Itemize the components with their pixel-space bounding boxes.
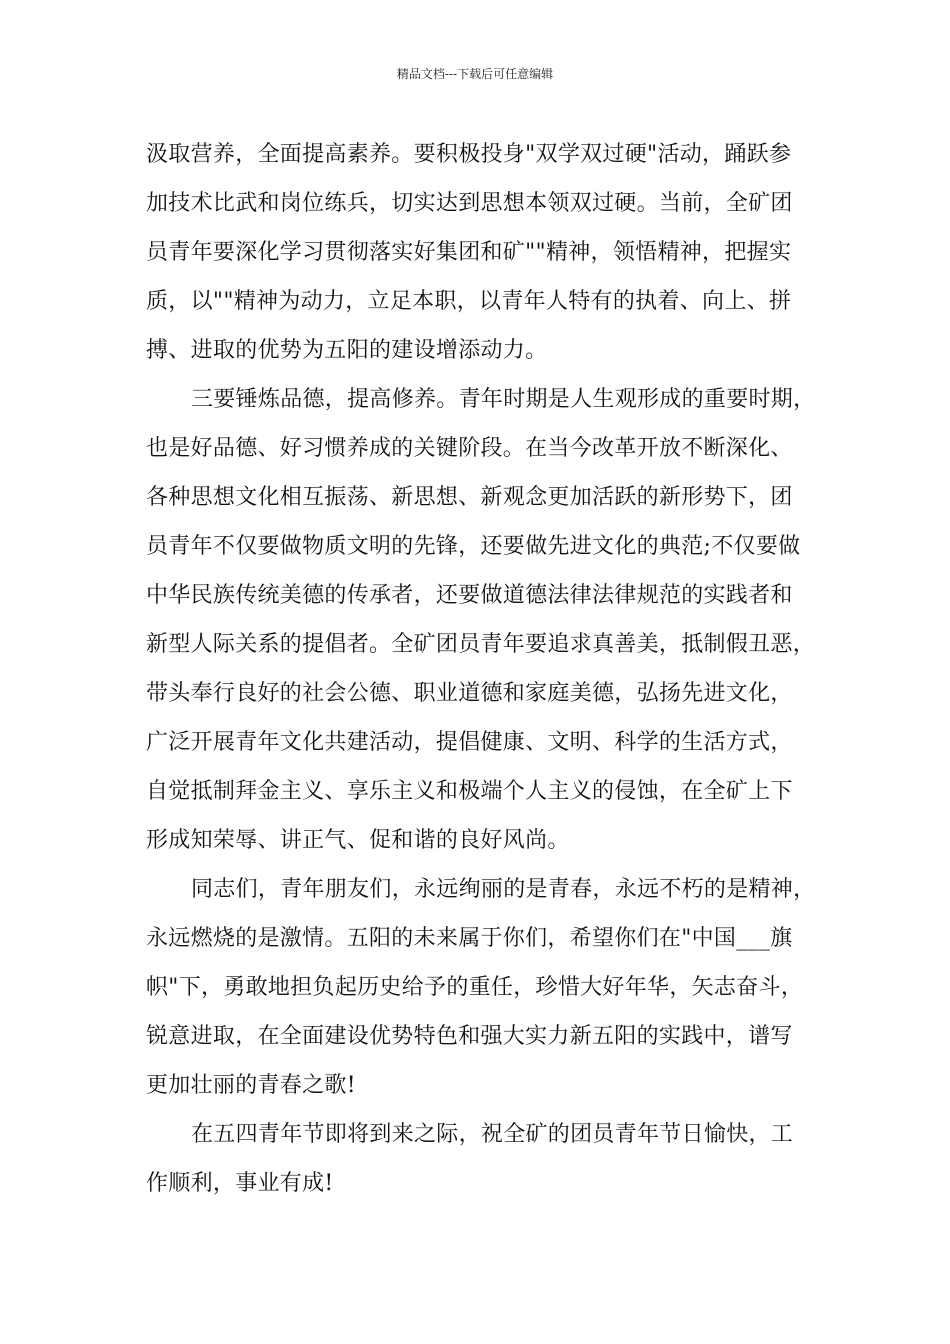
paragraph-line: 加技术比武和岗位练兵，切实达到思想本领双过硬。当前，全矿团 [146, 191, 793, 216]
paragraph-line: 永远燃烧的是激情。五阳的未来属于你们，希望你们在"中国___旗 [146, 926, 793, 951]
paragraph-line: 广泛开展青年文化共建活动，提倡健康、文明、科学的生活方式， [146, 730, 793, 755]
paragraph-line: 员青年不仅要做物质文明的先锋，还要做先进文化的典范;不仅要做 [146, 534, 801, 559]
paragraph-line: 自觉抵制拜金主义、享乐主义和极端个人主义的侵蚀，在全矿上下 [146, 779, 793, 804]
paragraph-line: 各种思想文化相互振荡、新思想、新观念更加活跃的新形势下，团 [146, 485, 793, 510]
paragraph-line: 形成知荣辱、讲正气、促和谐的良好风尚。 [146, 828, 570, 853]
paragraph-line: 在五四青年节即将到来之际，祝全矿的团员青年节日愉快，工 [191, 1122, 794, 1147]
paragraph-line: 员青年要深化学习贯彻落实好集团和矿""精神，领悟精神，把握实 [146, 240, 792, 265]
paragraph-line: 质，以""精神为动力，立足本职，以青年人特有的执着、向上、拼 [146, 289, 792, 314]
paragraph-line: 同志们，青年朋友们，永远绚丽的是青春，永远不朽的是精神， [191, 877, 816, 902]
paragraph-line: 作顺利，事业有成! [146, 1171, 334, 1196]
paragraph-1 [146, 130, 822, 375]
paragraph-line: 新型人际关系的提倡者。全矿团员青年要追求真善美，抵制假丑恶， [146, 632, 816, 657]
paragraph-line: 三要锤炼品德，提高修养。青年时期是人生观形成的重要时期， [191, 387, 816, 412]
paragraph-line: 搏、进取的优势为五阳的建设增添动力。 [146, 338, 548, 363]
page-header: 精品文档---下载后可任意编辑 [396, 67, 554, 81]
paragraph-4 [146, 1110, 822, 1208]
paragraph-2 [146, 375, 822, 865]
paragraph-line: 也是好品德、好习惯养成的关键阶段。在当今改革开放不断深化、 [146, 436, 793, 461]
body-text [146, 130, 822, 1208]
paragraph-line: 带头奉行良好的社会公德、职业道德和家庭美德，弘扬先进文化， [146, 681, 793, 706]
paragraph-line: 汲取营养，全面提高素养。要积极投身"双学双过硬"活动，踊跃参 [146, 142, 792, 167]
paragraph-line: 帜"下，勇敢地担负起历史给予的重任，珍惜大好年华，矢志奋斗， [146, 975, 804, 1000]
paragraph-line: 中华民族传统美德的传承者，还要做道德法律法律规范的实践者和 [146, 583, 793, 608]
paragraph-3 [146, 865, 822, 1110]
paragraph-line: 锐意进取，在全面建设优势特色和强大实力新五阳的实践中，谱写 [146, 1024, 793, 1049]
paragraph-line: 更加壮丽的青春之歌! [146, 1073, 356, 1098]
